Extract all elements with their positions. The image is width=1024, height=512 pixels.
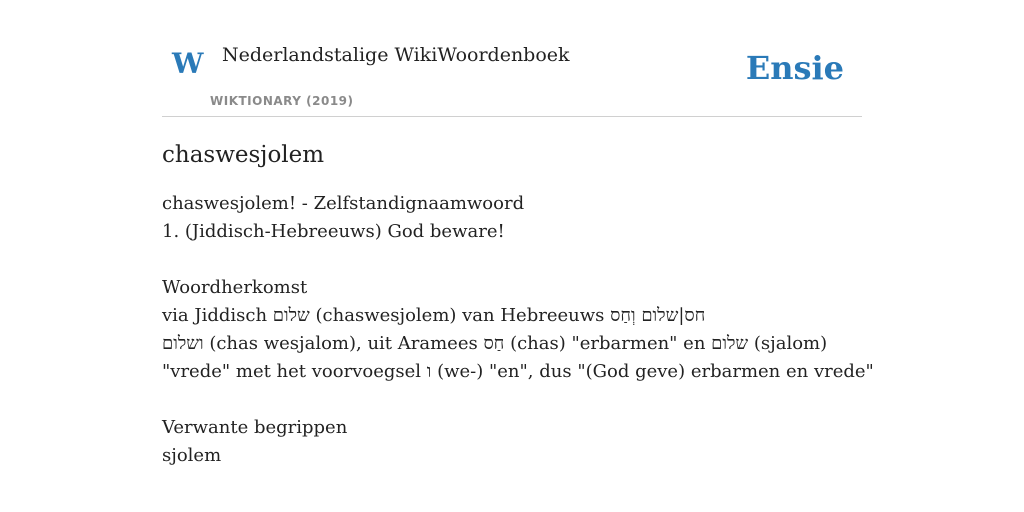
source-subtitle: WIKTIONARY (2019) — [210, 94, 354, 108]
etymology-heading: Woordherkomst — [162, 277, 308, 298]
related-heading: Verwante begrippen — [162, 417, 348, 438]
etymology-line: ושלום (chas wesjalom), uit Aramees חַס (chas) "erbarmen" en שלום (sjalom) — [162, 333, 828, 354]
spacer — [162, 386, 862, 414]
wiktionary-logo-icon: W — [172, 47, 204, 80]
spacer — [162, 246, 862, 274]
entry-content — [162, 138, 874, 470]
source-header — [162, 0, 862, 117]
definition-header: chaswesjolem! - Zelfstandignaamwoord — [162, 193, 525, 214]
headword: chaswesjolem — [162, 142, 325, 168]
definition-item: 1. (Jiddisch-Hebreeuws) God beware! — [162, 221, 505, 242]
related-item[interactable]: sjolem — [162, 445, 222, 466]
entry-body — [162, 190, 874, 470]
source-title[interactable]: Nederlandstalige WikiWoordenboek — [222, 44, 570, 66]
ensie-logo[interactable]: Ensie — [745, 49, 844, 87]
etymology-line: "vrede" met het voorvoegsel ו (we-) "en", dus "(God geve) erbarmen en vrede" — [162, 361, 874, 382]
etymology-line: via Jiddisch שלום (chaswesjolem) van Hebreeuws חס|שלום וְחַס — [162, 305, 706, 326]
